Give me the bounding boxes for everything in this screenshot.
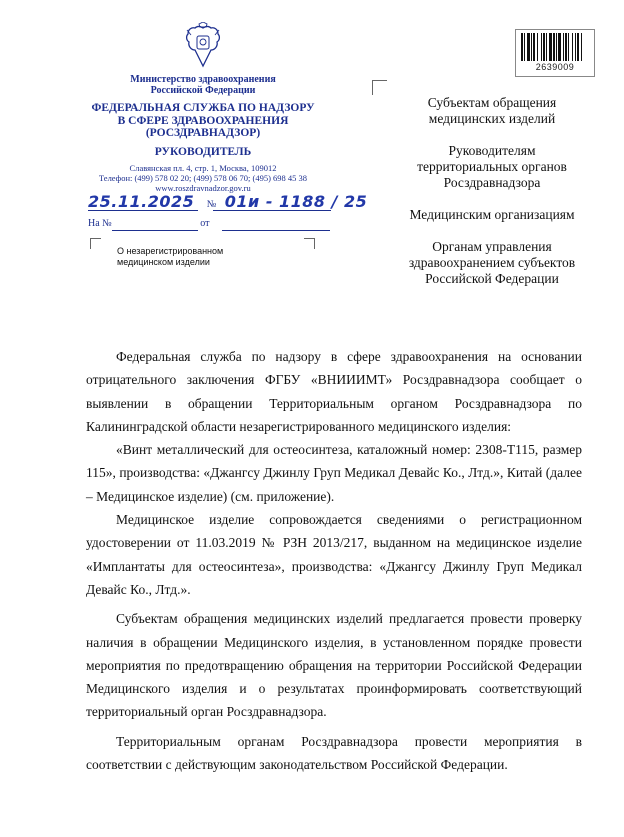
head-title: РУКОВОДИТЕЛЬ	[154, 145, 252, 158]
address-block: Славянская пл. 4, стр. 1, Москва, 109012 Телефон: (499) 578 02 20; (499) 578 06 70; (495) 698 45 38 www.roszdravnadzor.gov.ru	[98, 162, 308, 193]
registration-line	[88, 192, 367, 211]
reference-from-label: от	[200, 218, 210, 229]
ministry-name: Министерство здравоохранения Российской Федерации	[130, 74, 276, 96]
addressee-corner	[372, 80, 387, 95]
number-label: №	[206, 199, 217, 210]
addressee-1: Субъектам обращения медицинских изделий	[427, 95, 557, 126]
addressee-2: Руководителям территориальных органов Росздравнадзора	[417, 143, 567, 190]
paragraph-1: Федеральная служба по надзору в сфере здравоохранения на основании отрицательного заключения ФГБУ «ВНИИИМТ» Росздравнадзора сообщает о выявлении в обращении Территориальным органом Росздравнадзора по Калининградской области незарегистрированного медицинского изделия:	[86, 349, 582, 434]
barcode	[515, 29, 595, 77]
paragraph-3: Медицинское изделие сопровождается сведениями о регистрационном удостоверении от 11.03.2019 № РЗН 2013/217, выданном на медицинское изделие «Имплантаты для остеосинтеза», производства: «Джангсу Джинлу Груп Медикал Девайс Ко., Лтд.».	[86, 512, 582, 597]
reference-label: На №	[88, 218, 112, 229]
paragraph-5: Территориальным органам Росздравнадзора провести мероприятия в соответствии с действующим законодательством Российской Федерации.	[86, 733, 582, 773]
paragraph-2: «Винт металлический для остеосинтеза, каталожный номер: 2308-Т115, размер 115», производства: «Джангсу Джинлу Груп Медикал Девайс Ко., Лтд.», Китай (далее – Медицинское изделие) (см. приложение).	[86, 442, 582, 504]
subject-corner-left	[90, 238, 101, 249]
letterhead	[76, 22, 330, 193]
date-underline	[88, 210, 198, 211]
reference-underline	[112, 230, 198, 231]
addressee-4: Органам управления здравоохранением субъектов Российской Федерации	[408, 239, 576, 286]
paragraph-4: Субъектам обращения медицинских изделий предлагается провести проверку наличия в обращении Медицинского изделия, в установленном порядке провести мероприятия по предотвращению обращения на территории Российской Федерации Медицинского изделия и о результатах проинформировать соответствующий территориальный орган Росздравнадзора.	[86, 611, 582, 720]
service-name: ФЕДЕРАЛЬНАЯ СЛУЖБА ПО НАДЗОРУ В СФЕРЕ ЗДРАВООХРАНЕНИЯ (РОСЗДРАВНАДЗОР)	[91, 102, 315, 139]
letter-body	[86, 345, 582, 776]
coat-of-arms-icon	[182, 22, 224, 70]
addressee-3: Медицинским организациям	[409, 207, 575, 222]
subject-note: О незарегистрированном медицинском изделии	[117, 246, 224, 267]
registration-number: 01и - 1188 / 25	[224, 192, 368, 211]
addressee-list	[382, 95, 602, 303]
barcode-icon	[520, 33, 590, 61]
reference-line	[88, 218, 209, 229]
subject-corner-right	[304, 238, 315, 249]
number-underline	[213, 210, 331, 211]
reference-from-underline	[222, 230, 330, 231]
registration-date: 25.11.2025	[88, 192, 195, 211]
barcode-number: 2639009	[535, 62, 575, 72]
